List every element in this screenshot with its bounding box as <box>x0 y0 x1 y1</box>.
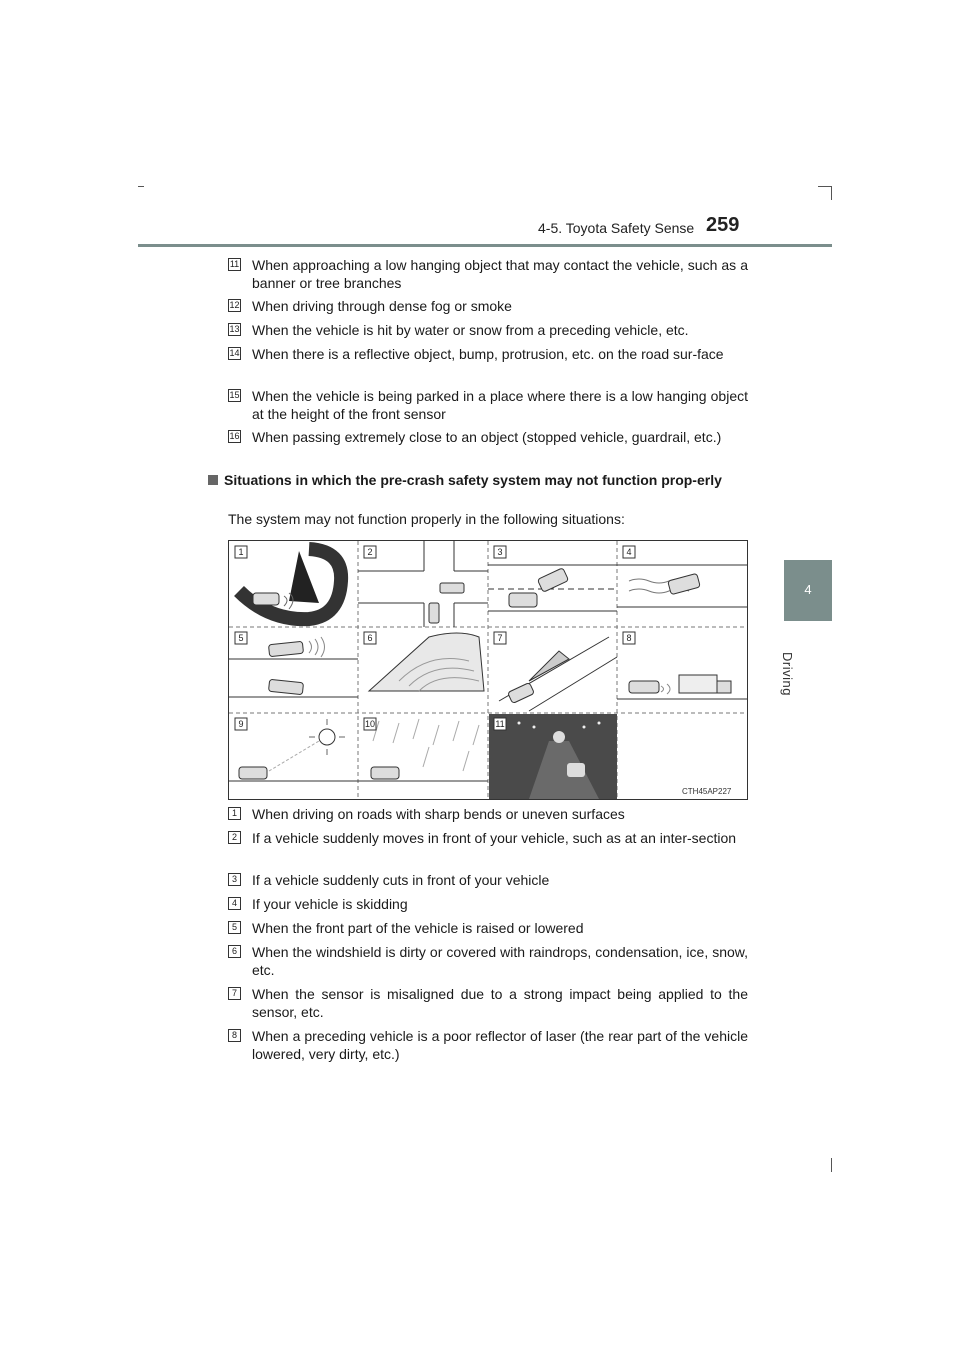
item-text: When driving on roads with sharp bends or uneven surfaces <box>252 806 625 822</box>
item-text: If a vehicle suddenly moves in front of your vehicle, such as at an inter-section <box>252 830 737 846</box>
intro-text: The system may not function properly in the following situations: <box>228 511 625 527</box>
chapter-tab[interactable] <box>784 560 832 621</box>
panel-2-intersection <box>358 541 488 627</box>
crop-mark <box>831 186 832 200</box>
crop-mark <box>818 186 832 187</box>
chapter-number: 4 <box>804 582 812 597</box>
list-item <box>228 428 748 446</box>
panel-4-skidding <box>617 565 747 607</box>
list-item <box>228 943 748 979</box>
panel-number-6-label: 6 <box>367 633 373 643</box>
chapter-label: Driving <box>780 652 795 696</box>
panel-number-3-label: 3 <box>497 547 503 557</box>
panel-number-4 <box>623 546 635 558</box>
list-item <box>228 919 748 937</box>
panel-number-8-label: 8 <box>626 633 632 643</box>
item-number: 3 <box>228 873 241 886</box>
panel-number-2-label: 2 <box>367 547 373 557</box>
list-item <box>228 805 748 823</box>
panel-number-8 <box>623 632 635 644</box>
panel-1-sharp-bend <box>239 549 341 619</box>
panel-number-7-label: 7 <box>497 633 503 643</box>
page-number: 259 <box>706 214 740 236</box>
item-text: When the sensor is misaligned due to a strong impact being applied to the sensor, etc. <box>252 986 748 1020</box>
item-number: 13 <box>229 324 240 334</box>
panel-number-11-label: 11 <box>495 719 505 729</box>
item-number: 2 <box>228 831 241 844</box>
section-heading <box>208 471 753 489</box>
item-text: When approaching a low hanging object that may contact the vehicle, such as a banner or tree branches <box>252 257 748 291</box>
crop-mark <box>831 1158 832 1172</box>
figure-code: CTH45AP227 <box>682 787 732 796</box>
item-text: When there is a reflective object, bump, protrusion, etc. on the road sur-face <box>252 346 724 362</box>
panel-number-9 <box>235 718 247 730</box>
list-item <box>228 321 748 339</box>
section-title: 4-5. Toyota Safety Sense <box>538 220 695 236</box>
panel-number-2 <box>364 546 376 558</box>
panel-number-4-label: 4 <box>626 547 632 557</box>
item-number: 15 <box>229 390 240 400</box>
item-number: 1 <box>228 807 241 820</box>
list-item <box>228 829 748 847</box>
item-number: 14 <box>229 348 240 358</box>
item-text: When the vehicle is being parked in a place where there is a low hanging object at the height of the front sensor <box>252 388 748 422</box>
crop-mark <box>138 186 144 187</box>
item-text: When driving through dense fog or smoke <box>252 298 512 314</box>
panel-number-1 <box>235 546 247 558</box>
item-text: When a preceding vehicle is a poor reflector of laser (the rear part of the vehicle lowered, very dirty, etc.) <box>252 1028 748 1062</box>
item-text: If your vehicle is skidding <box>252 896 408 912</box>
item-number: 8 <box>228 1029 241 1042</box>
item-number: 16 <box>229 431 240 441</box>
item-number: 11 <box>229 259 240 269</box>
item-text: When the windshield is dirty or covered with raindrops, condensation, ice, snow, etc. <box>252 944 748 978</box>
bullet-square-icon <box>208 475 218 485</box>
list-item <box>228 1027 748 1063</box>
list-item <box>228 256 748 292</box>
figure-illustrations <box>229 541 747 799</box>
panel-7-misaligned <box>499 637 617 711</box>
panel-number-10-label: 10 <box>364 719 376 729</box>
panel-number-7 <box>494 632 506 644</box>
panel-number-5-label: 5 <box>238 633 244 643</box>
item-text: When passing extremely close to an object (stopped vehicle, guardrail, etc.) <box>252 429 722 445</box>
panel-5-raised-lowered <box>229 637 358 697</box>
panel-number-9-label: 9 <box>238 719 244 729</box>
section-heading-text: Situations in which the pre-crash safety system may not function prop-erly <box>224 472 722 488</box>
panel-3-cut-in <box>488 565 617 611</box>
panel-number-11 <box>494 718 506 730</box>
item-number: 7 <box>228 987 241 1000</box>
item-number: 12 <box>229 300 240 310</box>
list-item <box>228 985 748 1021</box>
panel-10-rain <box>358 719 488 781</box>
header-rule <box>138 244 832 247</box>
panel-6-windshield <box>369 633 484 691</box>
item-text: If a vehicle suddenly cuts in front of your vehicle <box>252 872 550 888</box>
item-number: 6 <box>228 945 241 958</box>
panel-11-tunnel <box>489 714 617 799</box>
panel-number-1-label: 1 <box>238 547 244 557</box>
item-number: 5 <box>228 921 241 934</box>
panel-number-10 <box>364 718 376 730</box>
item-text: When the vehicle is hit by water or snow from a preceding vehicle, etc. <box>252 322 689 338</box>
list-item <box>228 871 748 889</box>
list-item <box>228 387 748 423</box>
panel-9-sun-glare <box>229 719 358 781</box>
panel-number-5 <box>235 632 247 644</box>
item-text: When the front part of the vehicle is raised or lowered <box>252 920 584 936</box>
list-item <box>228 345 748 363</box>
panel-8-poor-reflector <box>617 675 747 699</box>
item-number: 4 <box>228 897 241 910</box>
list-item <box>228 895 748 913</box>
panel-number-3 <box>494 546 506 558</box>
list-item <box>228 297 748 315</box>
situations-figure <box>228 540 748 800</box>
panel-number-6 <box>364 632 376 644</box>
